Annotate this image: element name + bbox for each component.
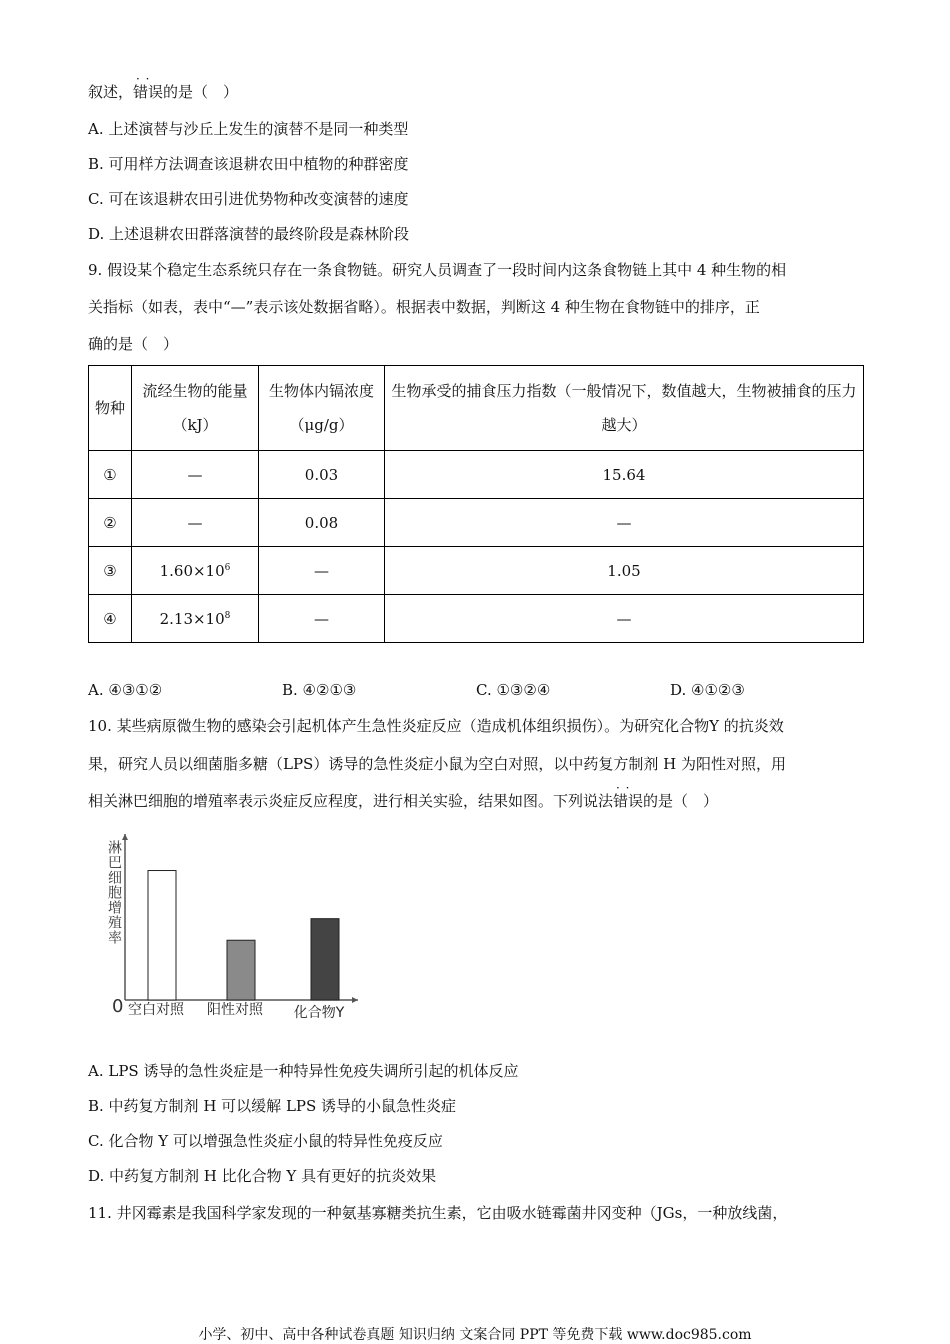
proliferation-bar-chart xyxy=(100,826,370,1026)
origin-label: 0 xyxy=(112,996,124,1017)
x-axis-arrow xyxy=(352,997,358,1003)
chart-labels xyxy=(106,839,345,1021)
q9-stem-line-2: 关指标（如表，表中“—”表示该处数据省略）。根据表中数据，判断这 4 种生物在食物链中的排序，正 xyxy=(88,298,760,316)
table-row xyxy=(89,451,864,499)
q8-option-c: C. 可在该退耕农田引进优势物种改变演替的速度 xyxy=(88,190,409,208)
q10-option-a: A. LPS 诱导的急性炎症是一种特异性免疫失调所引起的机体反应 xyxy=(88,1062,519,1080)
y-axis-label: 淋巴细胞增殖率 xyxy=(106,840,122,945)
cell-predation: 1.05 xyxy=(385,547,864,595)
q8-option-d: D. 上述退耕农田群落演替的最终阶段是森林阶段 xyxy=(88,225,410,243)
cell-predation: — xyxy=(385,595,864,643)
cell-cadmium: — xyxy=(259,547,385,595)
q10-option-b: B. 中药复方制剂 H 可以缓解 LPS 诱导的小鼠急性炎症 xyxy=(88,1097,457,1115)
bar xyxy=(227,940,255,1000)
header-predation: 生物承受的捕食压力指数（一般情况下，数值越大，生物被捕食的压力越大） xyxy=(385,366,864,451)
cell-cadmium: 0.08 xyxy=(259,499,385,547)
bar xyxy=(148,871,176,1000)
cell-energy: — xyxy=(132,499,259,547)
q9-option-d: D. ④①②③ xyxy=(670,681,745,699)
header-energy: 流经生物的能量（kJ） xyxy=(132,366,259,451)
emphasis-text: · · 错误 xyxy=(613,791,643,811)
cell-species: ② xyxy=(89,499,132,547)
header-cadmium: 生物体内镉浓度（μg/g） xyxy=(259,366,385,451)
q10-option-d: D. 中药复方制剂 H 比化合物 Y 具有更好的抗炎效果 xyxy=(88,1167,437,1185)
table-row xyxy=(89,595,864,643)
q8-stem: 叙述，· · 错误的是（ ） xyxy=(88,82,238,102)
cell-species: ① xyxy=(89,451,132,499)
species-table xyxy=(88,365,864,643)
cell-predation: 15.64 xyxy=(385,451,864,499)
q9-option-c: C. ①③②④ xyxy=(476,681,551,699)
q10-stem-line-3: 相关淋巴细胞的增殖率表示炎症反应程度，进行相关实验，结果如图。下列说法· · 错误的是（ ） xyxy=(88,791,718,811)
cell-species: ④ xyxy=(89,595,132,643)
q9-stem-line-3: 确的是（ ） xyxy=(88,335,179,353)
q9-option-a: A. ④③①② xyxy=(88,681,163,699)
cell-cadmium: 0.03 xyxy=(259,451,385,499)
cell-energy: $1.60\times 10^6$ xyxy=(132,547,259,595)
category-label: 空白对照 xyxy=(128,1002,184,1018)
category-label: 化合物Y xyxy=(293,1005,345,1021)
cell-predation: — xyxy=(385,499,864,547)
y-axis-arrow xyxy=(122,834,128,840)
cell-energy: — xyxy=(132,451,259,499)
q8-option-a: A. 上述演替与沙丘上发生的演替不是同一种类型 xyxy=(88,120,409,138)
q10-stem-line-2: 果，研究人员以细菌脂多糖（LPS）诱导的急性炎症小鼠为空白对照，以中药复方制剂 H 为阳性对照，用 xyxy=(88,755,786,773)
table-row xyxy=(89,547,864,595)
header-species: 物种 xyxy=(89,366,132,451)
bar xyxy=(311,919,339,1000)
cell-species: ③ xyxy=(89,547,132,595)
table-row xyxy=(89,499,864,547)
q8-option-b: B. 可用样方法调查该退耕农田中植物的种群密度 xyxy=(88,155,409,173)
cell-cadmium: — xyxy=(259,595,385,643)
q10-stem-line-1: 10. 某些病原微生物的感染会引起机体产生急性炎症反应（造成机体组织损伤）。为研究化合物Y 的抗炎效 xyxy=(88,717,784,735)
q9-option-b: B. ④②①③ xyxy=(282,681,357,699)
chart-bars xyxy=(148,871,339,1000)
q11-stem-line-1: 11. 井冈霉素是我国科学家发现的一种氨基寡糖类抗生素，它由吸水链霉菌井冈变种（JGs，一种放线菌， xyxy=(88,1204,788,1222)
q10-option-c: C. 化合物 Y 可以增强急性炎症小鼠的特异性免疫反应 xyxy=(88,1132,443,1150)
q9-stem-line-1: 9. 假设某个稳定生态系统只存在一条食物链。研究人员调查了一段时间内这条食物链上其中 4 种生物的相 xyxy=(88,261,787,279)
page-footer: 小学、初中、高中各种试卷真题 知识归纳 文案合同 PPT 等免费下载 www.doc985.com xyxy=(198,1327,752,1343)
emphasis-text: · · 错误 xyxy=(133,82,163,102)
cell-energy: $2.13\times 10^8$ xyxy=(132,595,259,643)
category-label: 阳性对照 xyxy=(207,1002,263,1018)
table-header-row xyxy=(89,366,864,451)
